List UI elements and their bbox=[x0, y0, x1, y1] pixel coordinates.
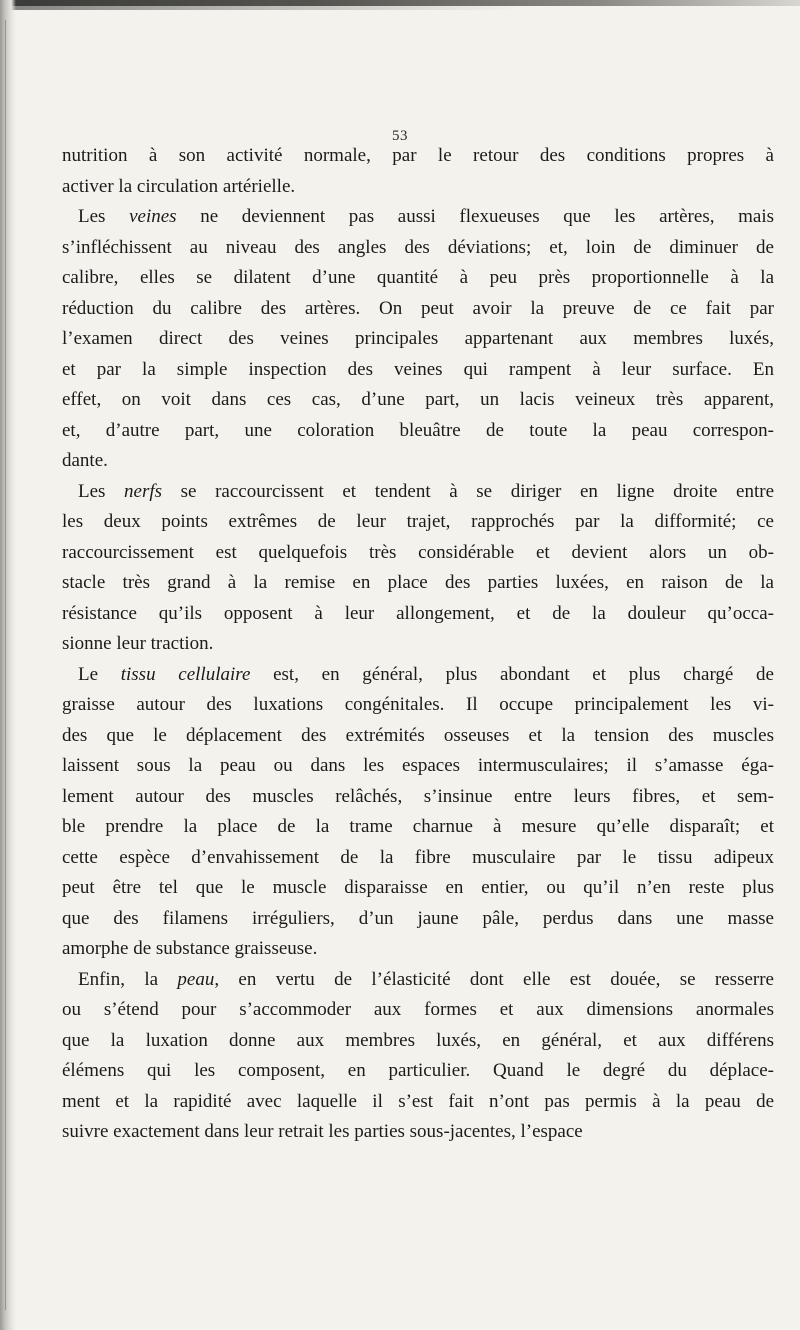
text-line: sionne leur traction. bbox=[62, 633, 214, 654]
text-segment: Enfin, la bbox=[78, 968, 178, 990]
scan-edge-shadow-secondary bbox=[0, 6, 520, 10]
emphasized-term: peau bbox=[177, 968, 215, 990]
emphasized-term: nerfs bbox=[124, 480, 163, 502]
text-line: ment et la rapidité avec laquelle il s’est fait n’ont pas permis à la peau de bbox=[62, 1090, 774, 1112]
text-line: lement autour des muscles relâchés, s’insinue entre leurs fibres, et sem- bbox=[62, 785, 774, 807]
text-line: effet, on voit dans ces cas, d’une part, un lacis veineux très apparent, bbox=[62, 389, 774, 410]
text-line bbox=[62, 202, 774, 233]
binding-gutter-line bbox=[5, 20, 6, 1310]
text-segment: Le bbox=[78, 663, 121, 685]
text-line: que des filamens irréguliers, d’un jaune pâle, perdus dans une masse bbox=[62, 907, 774, 929]
text-line: peut être tel que le muscle disparaisse en entier, ou qu’il n’en reste plus bbox=[62, 877, 774, 898]
text-line: nutrition à son activité normale, par le retour des conditions propres à bbox=[62, 145, 774, 166]
text-line: et, d’autre part, une coloration bleuâtre de toute la peau correspon- bbox=[62, 419, 774, 441]
text-line: des que le déplacement des extrémités osseuses et la tension des muscles bbox=[62, 724, 774, 746]
text-line: s’infléchissent au niveau des angles des déviations; et, loin de diminuer de bbox=[62, 236, 774, 258]
text-line: l’examen direct des veines principales appartenant aux membres luxés, bbox=[62, 328, 774, 349]
text-segment: est, en général, plus abondant et plus chargé de bbox=[250, 663, 774, 685]
text-line bbox=[62, 965, 774, 996]
text-line: activer la circulation artérielle. bbox=[62, 175, 296, 197]
text-line: suivre exactement dans leur retrait les parties sous-jacentes, l’espace bbox=[62, 1121, 583, 1142]
text-segment: se raccourcissent et tendent à se diriger en ligne droite entre bbox=[162, 480, 774, 502]
text-line: raccourcissement est quelquefois très considérable et devient alors un ob- bbox=[62, 541, 774, 563]
text-line: stacle très grand à la remise en place des parties luxées, en raison de la bbox=[62, 572, 774, 593]
text-line: ou s’étend pour s’accommoder aux formes et aux dimensions anormales bbox=[62, 999, 774, 1020]
binding-gutter-shadow bbox=[0, 0, 16, 1330]
text-segment: Les bbox=[78, 206, 130, 227]
text-line bbox=[62, 477, 774, 508]
text-line bbox=[62, 660, 774, 691]
text-segment: ne deviennent pas aussi flexueuses que les artères, mais bbox=[176, 206, 774, 227]
text-segment: , en vertu de l’élasticité dont elle est douée, se resserre bbox=[214, 968, 774, 990]
text-line: ble prendre la place de la trame charnue à mesure qu’elle disparaît; et bbox=[62, 816, 774, 837]
text-line: que la luxation donne aux membres luxés, en général, et aux différens bbox=[62, 1029, 774, 1051]
text-line: calibre, elles se dilatent d’une quantité à peu près proportionnelle à la bbox=[62, 267, 774, 288]
text-line: cette espèce d’envahissement de la fibre musculaire par le tissu adipeux bbox=[62, 846, 774, 868]
emphasized-term: veines bbox=[129, 206, 177, 227]
text-line: réduction du calibre des artères. On peut avoir la preuve de ce fait par bbox=[62, 297, 774, 319]
text-line: amorphe de substance graisseuse. bbox=[62, 938, 318, 959]
text-line: laissent sous la peau ou dans les espaces intermusculaires; il s’amasse éga- bbox=[62, 755, 774, 776]
emphasized-term: tissu cellulaire bbox=[120, 663, 251, 685]
page-number: 53 bbox=[392, 128, 408, 144]
text-line: et par la simple inspection des veines qui rampent à leur surface. En bbox=[62, 358, 774, 380]
text-line: graisse autour des luxations congénitales. Il occupe principalement les vi- bbox=[62, 694, 774, 715]
body-text bbox=[62, 141, 774, 1148]
text-line: résistance qu’ils opposent à leur allongement, et de la douleur qu’occa- bbox=[62, 602, 774, 624]
text-segment: Les bbox=[78, 480, 125, 502]
text-line: les deux points extrêmes de leur trajet, rapprochés par la difformité; ce bbox=[62, 511, 774, 532]
text-line: dante. bbox=[62, 450, 108, 471]
text-line: élémens qui les composent, en particulier. Quand le degré du déplace- bbox=[62, 1060, 774, 1081]
